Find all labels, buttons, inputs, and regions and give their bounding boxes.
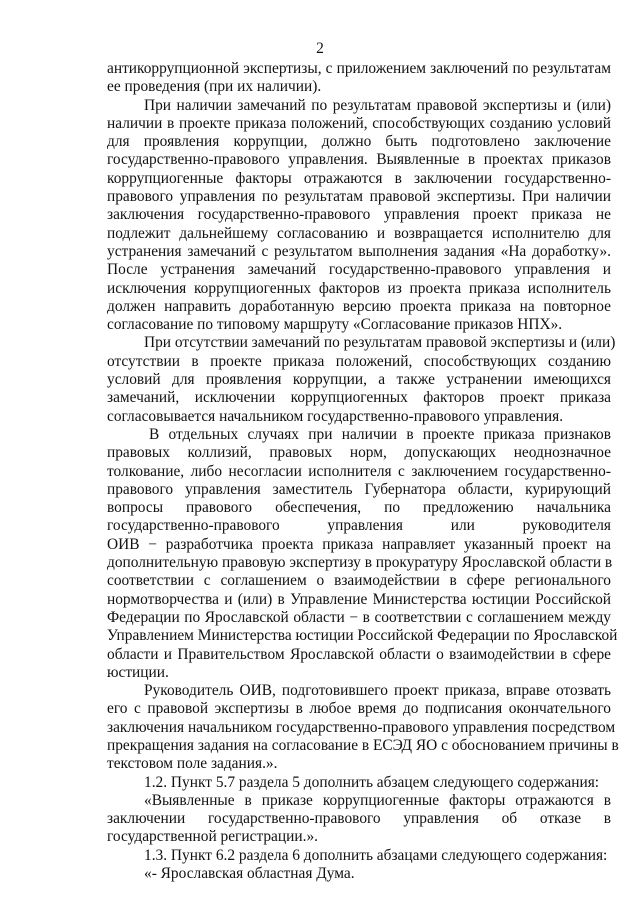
text-line: Управлением Министерства юстиции Российской Федерации по Ярославской: [107, 627, 618, 645]
text-line: толкование, либо несогласии исполнителя с заключением государственно-: [107, 462, 611, 480]
text-line: Федерации по Ярославской области − в соответствии с соглашением между: [107, 608, 611, 626]
text-line: правового управления заместитель Губернатора области, курирующий: [107, 480, 611, 498]
text-line: подлежит дальнейшему согласованию и возвращается исполнителю для: [107, 224, 611, 242]
text-line: 1.3. Пункт 6.2 раздела 6 дополнить абзацами следующего содержания:: [144, 846, 608, 864]
text-line: антикоррупционной экспертизы, с приложением заключений по результатам: [107, 60, 611, 77]
text-line: правового управления по результатам правовой экспертизы. При наличии: [107, 188, 611, 206]
text-line: отсутствии в проекте приказа положений, способствующих созданию: [107, 352, 611, 370]
paragraph: [107, 425, 618, 682]
text-line: устранения замечаний с результатом выполнения задания «На доработку».: [107, 242, 611, 260]
paragraph: [107, 97, 611, 335]
text-line: «Выявленные в приказе коррупциогенные факторы отражаются в: [144, 791, 611, 809]
text-line: замечаний, исключении коррупциогенных факторов проект приказа: [107, 389, 611, 407]
text-line: государственной регистрации.».: [107, 828, 318, 846]
paragraph: [107, 334, 616, 425]
text-line: должен направить доработанную версию проекта приказа на повторное: [107, 297, 611, 315]
paragraph: [107, 774, 611, 792]
text-line: ОИВ − разработчика проекта приказа направляет указанный проект на: [107, 535, 611, 553]
text-line: В отдельных случаях при наличии в проекте приказа признаков: [149, 425, 611, 443]
text-line: согласование по типовому маршруту «Согласование приказов НПХ».: [107, 316, 563, 334]
document-body: [107, 60, 619, 883]
text-line: исключения коррупциогенных факторов из проекта приказа исполнитель: [107, 279, 611, 297]
text-line: согласовывается начальником государственно-правового управления.: [107, 407, 564, 425]
text-line: условий для проявления коррупции, а также устранении имеющихся: [107, 371, 611, 389]
paragraph: [107, 60, 611, 97]
text-line: текстовом поле задания.».: [107, 755, 278, 773]
text-line: Руководитель ОИВ, подготовившего проект приказа, вправе отозвать: [144, 682, 611, 700]
text-line: его с правовой экспертизы в любое время до подписания окончательного: [107, 700, 611, 718]
paragraph: [107, 792, 611, 847]
paragraph: [107, 682, 619, 773]
text-line: При наличии замечаний по результатам правовой экспертизы и (или): [144, 96, 611, 114]
text-line: области и Правительством Ярославской области о взаимодействии в сфере: [107, 645, 611, 663]
text-line: После устранения замечаний государственно-правового управления и: [107, 261, 611, 279]
text-line: прекращения задания на согласование в ЕСЭД ЯО с обоснованием причины в: [107, 736, 619, 754]
text-line: При отсутствии замечаний по результатам правовой экспертизы и (или): [144, 334, 616, 352]
text-line: нормотворчества и (или) в Управление Министерства юстиции Российской: [107, 590, 611, 608]
page-number: 2: [316, 40, 324, 57]
text-line: заключения государственно-правового управления проект приказа не: [107, 206, 611, 224]
text-line: 1.2. Пункт 5.7 раздела 5 дополнить абзацем следующего содержания:: [144, 773, 600, 791]
text-line: заключении государственно-правового управления об отказе в: [107, 810, 611, 828]
paragraph: [107, 847, 611, 865]
text-line: ее проведения (при их наличии).: [107, 78, 322, 96]
text-line: «- Ярославская областная Дума.: [144, 865, 355, 883]
text-line: дополнительную правовую экспертизу в прокуратуру Ярославской области в: [107, 554, 613, 572]
text-line: государственно-правового управления. Выявленные в проектах приказов: [107, 151, 611, 169]
text-line: юстиции.: [107, 663, 169, 681]
text-line: соответствии с соглашением о взаимодействии в сфере регионального: [107, 572, 611, 590]
paragraph: [107, 865, 611, 883]
text-line: коррупциогенные факторы отражаются в заключении государственно-: [107, 169, 611, 187]
text-line: правовых коллизий, правовых норм, допускающих неоднозначное: [107, 444, 611, 462]
text-line: наличии в проекте приказа положений, способствующих созданию условий: [107, 114, 611, 132]
text-line: вопросы правового обеспечения, по предложению начальника: [107, 499, 611, 517]
text-line: для проявления коррупции, должно быть подготовлено заключение: [107, 133, 611, 151]
text-line: государственно-правового управления или руководителя: [107, 517, 611, 535]
text-line: заключения начальником государственно-правового управления посредством: [107, 718, 616, 736]
